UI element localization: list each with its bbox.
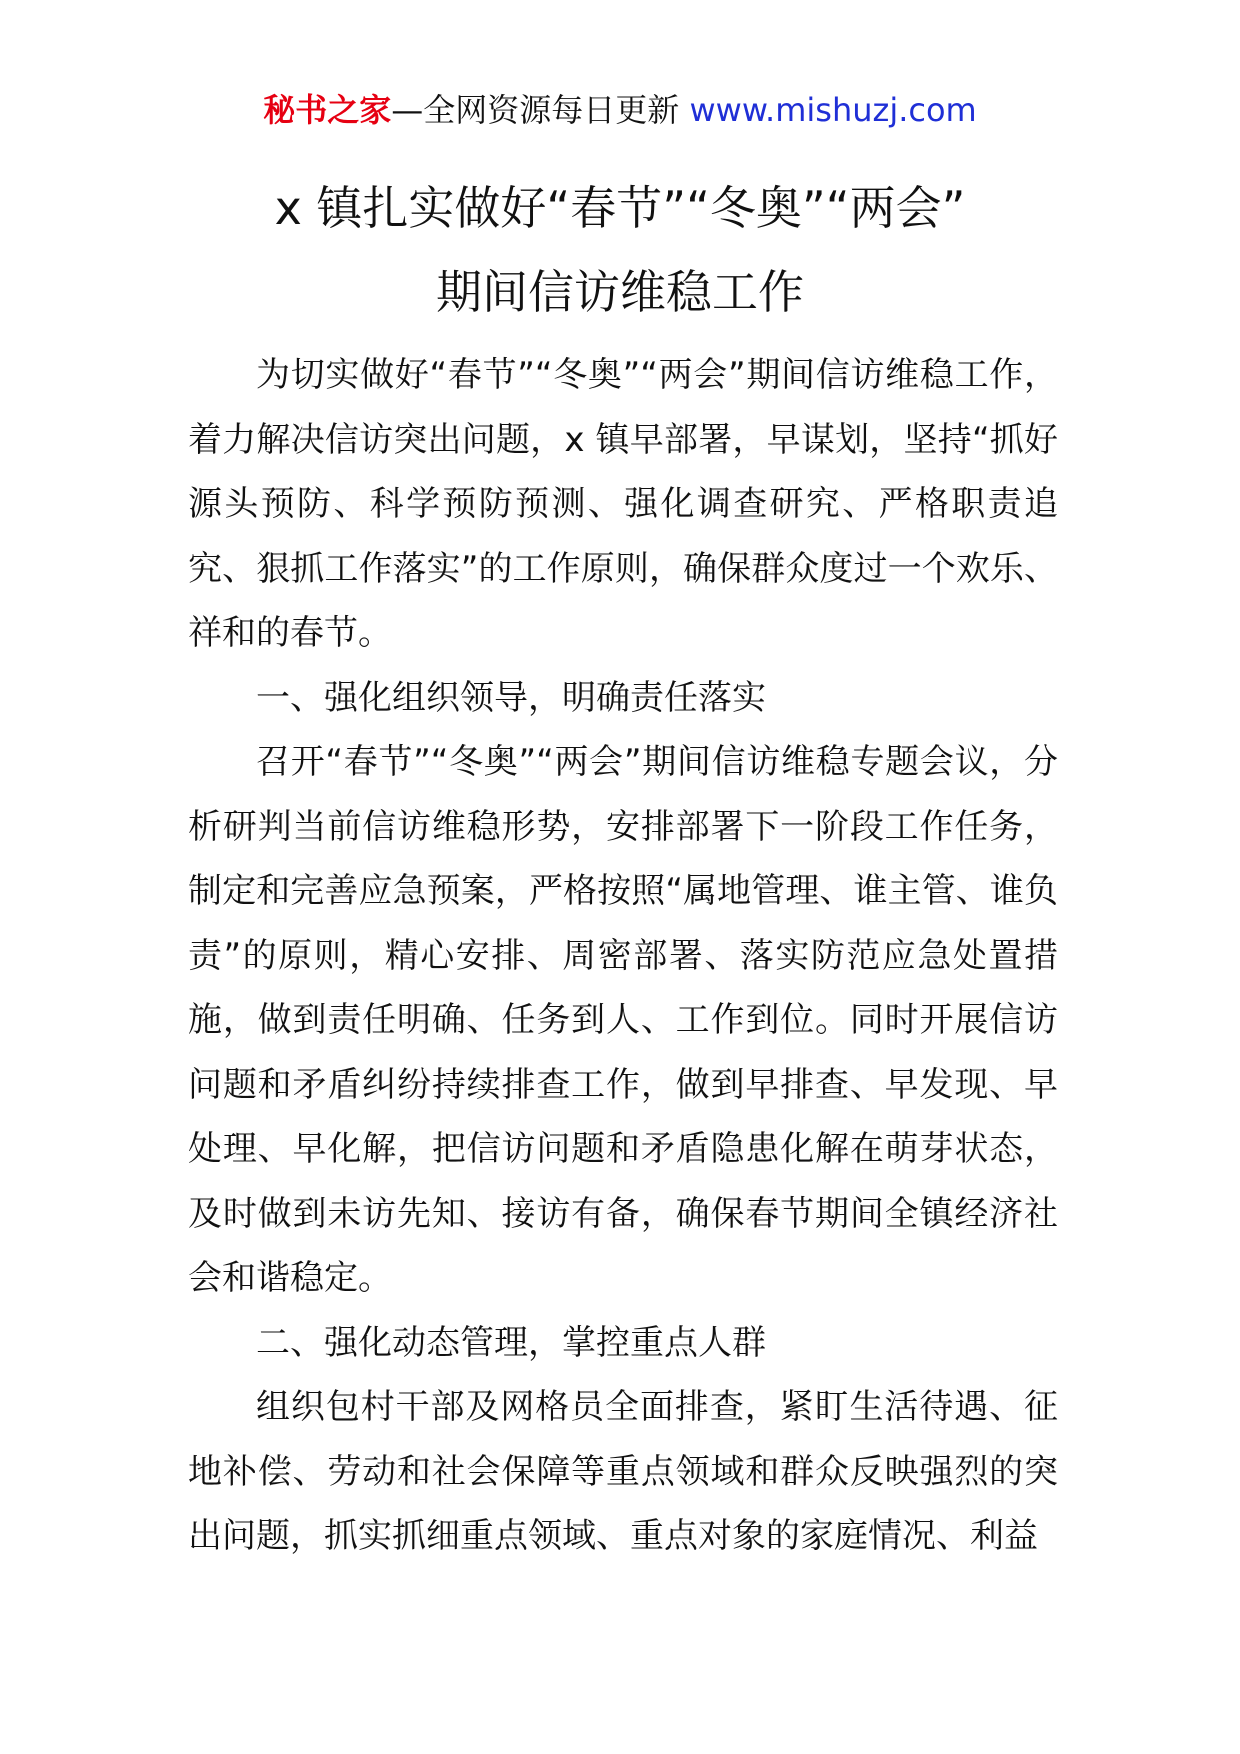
- section-1-paragraph: 召开“春节”“冬奥”“两会”期间信访维稳专题会议，分析研判当前信访维稳形势，安排部署下一阶段工作任务，制定和完善应急预案，严格按照“属地管理、谁主管、谁负责”的原则，精心安排、周密部署、落实防范应急处置措施，做到责任明确、任务到人、工作到位。同时开展信访问题和矛盾纠纷持续排查工作，做到早排查、早发现、早处理、早化解，把信访问题和矛盾隐患化解在萌芽状态，及时做到未访先知、接访有备，确保春节期间全镇经济社会和谐稳定。: [188, 742, 1058, 1298]
- header-tagline: —全网资源每日更新: [391, 91, 680, 129]
- section-1-heading: 一、强化组织领导，明确责任落实: [256, 677, 766, 718]
- document-title-line-1: x 镇扎实做好“春节”“冬奥”“两会”: [274, 181, 966, 235]
- site-header: [0, 86, 1240, 134]
- section-2-heading: 二、强化动态管理，掌控重点人群: [256, 1322, 766, 1363]
- section-2-paragraph: 组织包村干部及网格员全面排查，紧盯生活待遇、征地补偿、劳动和社会保障等重点领域和群众反映强烈的突出问题，抓实抓细重点领域、重点对象的家庭情况、利益: [188, 1387, 1058, 1556]
- document-body: [188, 343, 1058, 1569]
- site-url-link[interactable]: www.mishuzj.com: [689, 91, 977, 129]
- brand-name: 秘书之家: [263, 91, 392, 129]
- document-title-line-2: 期间信访维稳工作: [436, 265, 804, 319]
- intro-paragraph: 为切实做好“春节”“冬奥”“两会”期间信访维稳工作，着力解决信访突出问题，x 镇早部署，早谋划，坚持“抓好源头预防、科学预防预测、强化调查研究、严格职责追究、狠抓工作落实”的工作原则，确保群众度过一个欢乐、祥和的春节。: [188, 355, 1058, 653]
